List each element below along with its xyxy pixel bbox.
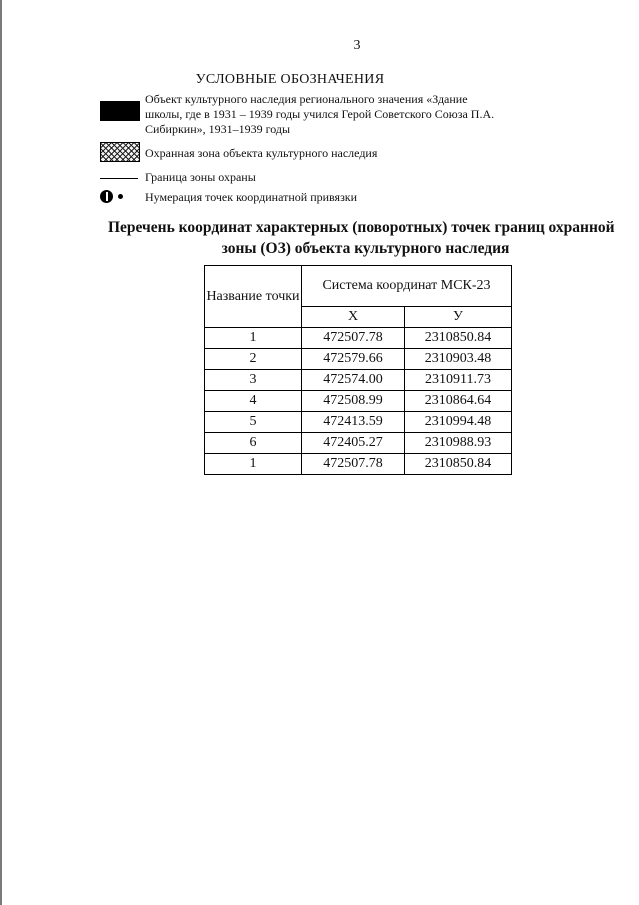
legend-text-point-numbering: Нумерация точек координатной привязки: [145, 190, 358, 204]
legend-title: УСЛОВНЫЕ ОБОЗНАЧЕНИЯ: [195, 72, 385, 87]
cell-x: 472405.27: [302, 433, 405, 454]
zone-boundary-line-symbol: [100, 178, 138, 179]
table-row: [205, 454, 512, 475]
cell-point: 1: [205, 328, 302, 349]
table-row: [205, 412, 512, 433]
cell-x: 472413.59: [302, 412, 405, 433]
table-row: [205, 391, 512, 412]
cell-point: 5: [205, 412, 302, 433]
point-dot-icon: [118, 194, 123, 199]
cell-point: 4: [205, 391, 302, 412]
cell-y: 2310850.84: [405, 328, 512, 349]
header-point-name: Название точки: [205, 266, 302, 328]
table-heading-line1: Перечень координат характерных (поворотных) точек границ охранной: [108, 219, 615, 236]
header-y: У: [405, 307, 512, 328]
page-edge: [0, 0, 2, 905]
cell-point: 6: [205, 433, 302, 454]
cell-x: 472508.99: [302, 391, 405, 412]
cell-y: 2310994.48: [405, 412, 512, 433]
table-row: [205, 370, 512, 391]
cell-y: 2310988.93: [405, 433, 512, 454]
heritage-object-symbol: [100, 101, 140, 121]
table-row: [205, 433, 512, 454]
point-marker-icon: [100, 190, 113, 203]
coordinates-table: [204, 265, 512, 475]
cell-y: 2310903.48: [405, 349, 512, 370]
cell-x: 472507.78: [302, 454, 405, 475]
table-row: [205, 328, 512, 349]
legend-text-protection-zone: Охранная зона объекта культурного наследия: [145, 146, 378, 160]
table-heading-line2: зоны (ОЗ) объекта культурного наследия: [221, 240, 510, 257]
table-row: [205, 349, 512, 370]
cell-point: 1: [205, 454, 302, 475]
cell-point: 3: [205, 370, 302, 391]
cell-point: 2: [205, 349, 302, 370]
cell-y: 2310864.64: [405, 391, 512, 412]
cell-x: 472507.78: [302, 328, 405, 349]
cell-x: 472579.66: [302, 349, 405, 370]
header-x: Х: [302, 307, 405, 328]
legend-text-zone-boundary: Граница зоны охраны: [145, 170, 256, 184]
cell-x: 472574.00: [302, 370, 405, 391]
numbered-point-icon: [100, 190, 142, 204]
cell-y: 2310850.84: [405, 454, 512, 475]
page-number: 3: [353, 38, 361, 53]
header-coordinate-system: Система координат МСК-23: [302, 266, 512, 307]
cell-y: 2310911.73: [405, 370, 512, 391]
table-heading: [108, 217, 615, 259]
legend-text-heritage-object: Объект культурного наследия регионального значения «Здание школы, где в 1931 – 1939 годы учился Герой Советского Союза П.А. Сибиркин», 1931–1939 годы: [145, 92, 495, 136]
protection-zone-symbol: [100, 142, 140, 162]
